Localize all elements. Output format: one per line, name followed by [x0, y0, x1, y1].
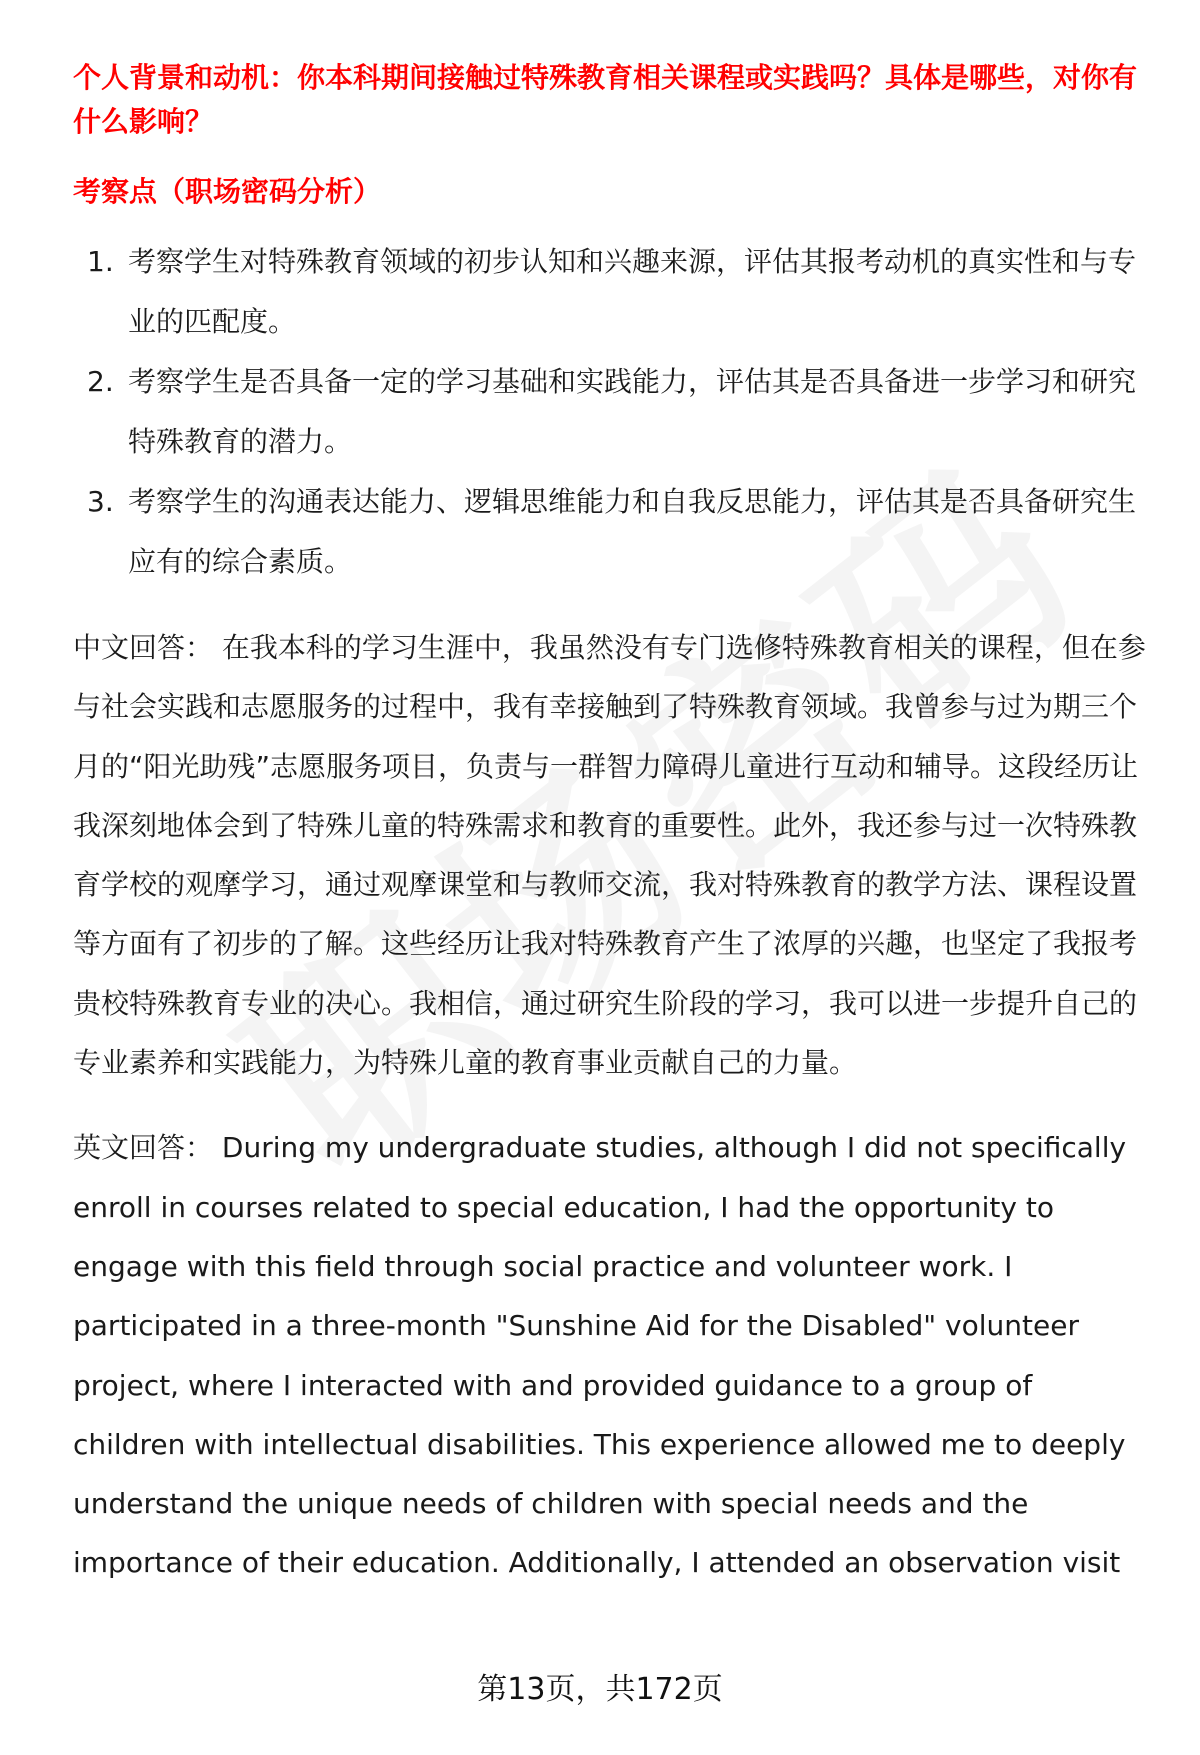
- document-page: [73, 56, 1153, 1593]
- page-number-footer: 第13页，共172页: [477, 1672, 723, 1707]
- point-text: 考察学生是否具备一定的学习基础和实践能力，评估其是否具备进一步学习和研究特殊教育的潜力。: [128, 365, 1137, 458]
- analysis-point: [73, 232, 1153, 352]
- point-number: 2.: [87, 365, 114, 398]
- question-heading: 个人背景和动机：你本科期间接触过特殊教育相关课程或实践吗？具体是哪些，对你有什么影响？: [73, 61, 1138, 138]
- analysis-point: [73, 472, 1153, 592]
- english-answer: 英文回答： During my undergraduate studies, although I did not specifically enroll in courses related to special education, I had the opportunity to engage with this field through social practice and volunteer work. I participated in a three-month "Sunshine Aid for the Disabled" volunteer project, where I interacted with and provided guidance to a group of children with intellectual disabilities. This experience allowed me to deeply understand the unique needs of children with special needs and the importance of their education. Additionally, I attended an observation visit: [73, 1131, 1127, 1580]
- analysis-heading: 考察点（职场密码分析）: [73, 175, 382, 208]
- chinese-answer: 中文回答： 在我本科的学习生涯中，我虽然没有专门选修特殊教育相关的课程，但在参与社会实践和志愿服务的过程中，我有幸接触到了特殊教育领域。我曾参与过为期三个月的“阳光助残”志愿服务项目，负责与一群智力障碍儿童进行互动和辅导。这段经历让我深刻地体会到了特殊儿童的特殊需求和教育的重要性。此外，我还参与过一次特殊教育学校的观摩学习，通过观摩课堂和与教师交流，我对特殊教育的教学方法、课程设置等方面有了初步的了解。这些经历让我对特殊教育产生了浓厚的兴趣，也坚定了我报考贵校特殊教育专业的决心。我相信，通过研究生阶段的学习，我可以进一步提升自己的专业素养和实践能力，为特殊儿童的教育事业贡献自己的力量。: [73, 631, 1146, 1080]
- point-number: 1.: [87, 245, 114, 278]
- point-number: 3.: [87, 485, 114, 518]
- point-text: 考察学生对特殊教育领域的初步认知和兴趣来源，评估其报考动机的真实性和与专业的匹配度。: [128, 245, 1137, 338]
- point-text: 考察学生的沟通表达能力、逻辑思维能力和自我反思能力，评估其是否具备研究生应有的综合素质。: [128, 485, 1137, 578]
- analysis-points-list: [73, 232, 1153, 592]
- analysis-point: [73, 352, 1153, 472]
